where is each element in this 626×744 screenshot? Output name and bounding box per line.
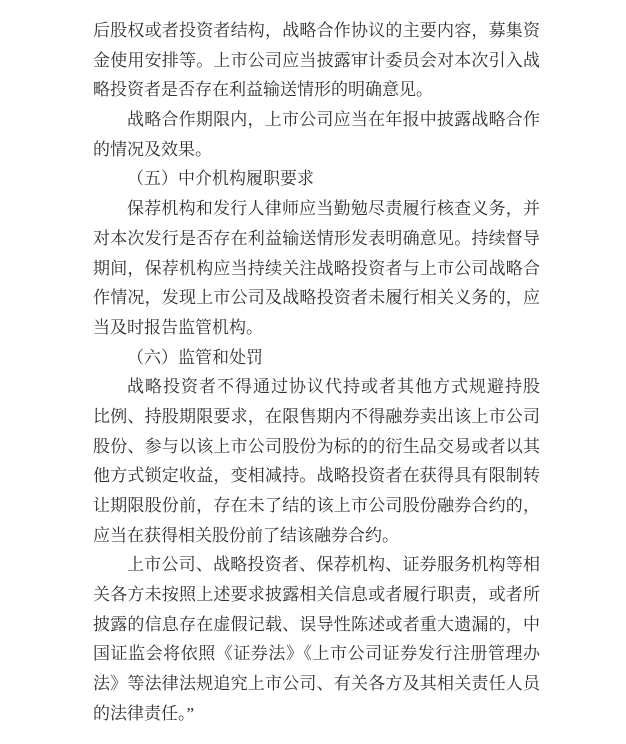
paragraph bbox=[93, 550, 540, 728]
paragraph-heading bbox=[93, 343, 540, 373]
paragraph bbox=[93, 194, 540, 342]
text-line: 对本次发行是否存在利益输送情形发表明确意见。持续督导 bbox=[93, 228, 540, 248]
text-line: 战略合作期限内，上市公司应当在年报中披露战略合作 bbox=[127, 110, 540, 130]
text-line: 他方式锁定收益，变相减持。战略投资者在获得具有限制转 bbox=[93, 466, 540, 486]
paragraph-heading bbox=[93, 164, 540, 194]
text-line: 应当在获得相关股份前了结该融券合约。 bbox=[93, 525, 399, 545]
text-line: 后股权或者投资者结构，战略合作协议的主要内容，募集资 bbox=[93, 21, 540, 40]
text-line: 披露的信息存在虚假记载、误导性陈述或者重大遗漏的，中 bbox=[93, 614, 540, 634]
document-text bbox=[93, 16, 540, 729]
section-heading: （五）中介机构履职要求 bbox=[127, 169, 314, 189]
text-line: 的法律责任。” bbox=[93, 703, 195, 723]
text-line: 上市公司、战略投资者、保荐机构、证券服务机构等相 bbox=[127, 555, 540, 575]
text-line: 当及时报告监管机构。 bbox=[93, 317, 263, 337]
text-line: 战略投资者不得通过协议代持或者其他方式规避持股 bbox=[127, 377, 540, 397]
paragraph bbox=[93, 105, 540, 164]
text-line: 国证监会将依照《证券法》《上市公司证券发行注册管理办 bbox=[93, 644, 540, 664]
text-line: 关各方未按照上述要求披露相关信息或者履行职责，或者所 bbox=[93, 585, 540, 605]
text-line: 期间，保荐机构应当持续关注战略投资者与上市公司战略合 bbox=[93, 258, 540, 278]
text-line: 略投资者是否存在利益输送情形的明确意见。 bbox=[93, 80, 433, 100]
text-line: 的情况及效果。 bbox=[93, 139, 212, 159]
section-heading: （六）监管和处罚 bbox=[127, 347, 263, 367]
paragraph bbox=[93, 16, 540, 105]
text-line: 让期限股份前，存在未了结的该上市公司股份融券合约的， bbox=[93, 496, 540, 515]
text-line: 金使用安排等。上市公司应当披露审计委员会对本次引入战 bbox=[93, 50, 540, 70]
text-line: 股份、参与以该上市公司股份为标的的衍生品交易或者以其 bbox=[93, 436, 540, 456]
paragraph bbox=[93, 372, 540, 550]
text-line: 作情况，发现上市公司及战略投资者未履行相关义务的，应 bbox=[93, 288, 540, 308]
text-line: 保荐机构和发行人律师应当勤勉尽责履行核查义务，并 bbox=[127, 199, 540, 219]
text-line: 法》等法律法规追究上市公司、有关各方及其相关责任人员 bbox=[93, 674, 540, 694]
text-line: 比例、持股期限要求，在限售期内不得融券卖出该上市公司 bbox=[93, 406, 540, 426]
